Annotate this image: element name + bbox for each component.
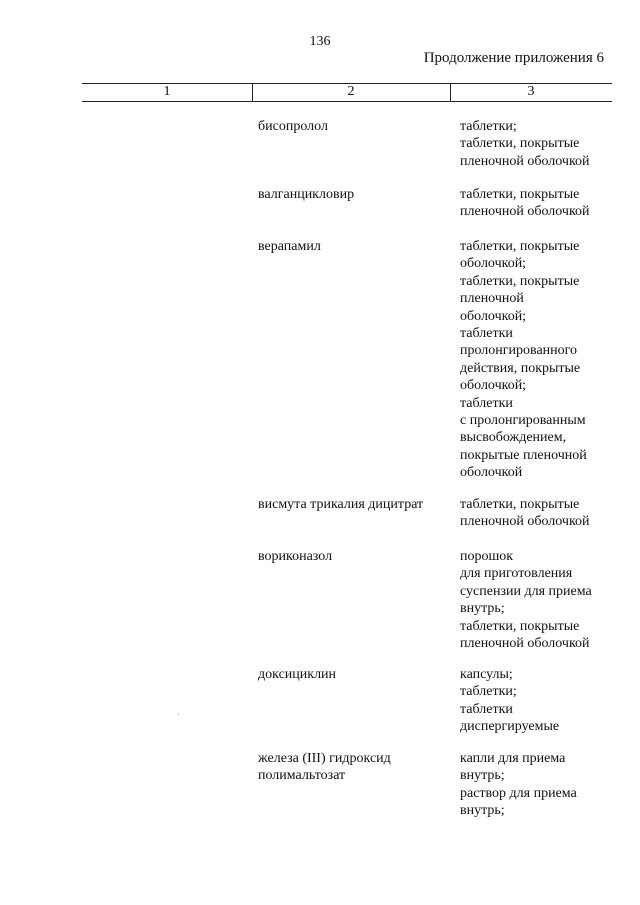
dosage-form-line: раствор для приема — [460, 785, 577, 801]
dosage-forms — [460, 548, 620, 652]
dosage-form-line: суспензии для приема — [460, 583, 592, 599]
dosage-form-line: таблетки, покрытые — [460, 273, 580, 289]
dosage-form-line: пленочной оболочкой — [460, 153, 590, 169]
dosage-form-line: оболочкой; — [460, 378, 527, 394]
dosage-form-line: оболочкой — [460, 465, 523, 481]
dosage-form-line: капсулы; — [460, 667, 513, 682]
drug-name-line: верапамил — [258, 239, 321, 254]
table-header-bottom-rule — [82, 101, 612, 102]
dosage-forms — [460, 666, 620, 736]
dosage-forms — [460, 238, 620, 482]
dosage-form-line: порошок — [460, 549, 514, 564]
drug-name — [258, 496, 448, 513]
drug-name-line: железа (III) гидроксид — [258, 751, 391, 766]
dosage-form-line: пленочной оболочкой — [460, 636, 590, 652]
dosage-form-line: внутрь; — [460, 768, 505, 784]
dosage-form-line: пленочной оболочкой — [460, 514, 590, 530]
dosage-form-line: оболочкой; — [460, 308, 527, 324]
column-header-1: 1 — [163, 84, 171, 99]
drug-name — [258, 238, 448, 255]
dosage-form-line: таблетки, покрытые — [460, 618, 580, 634]
dosage-forms — [460, 186, 620, 221]
drug-name-line: валганцикловир — [258, 187, 355, 202]
dosage-form-line: таблетки, покрытые — [460, 136, 580, 152]
column-header-3: 3 — [527, 84, 535, 99]
drug-name — [258, 666, 448, 683]
dosage-form-line: внутрь; — [460, 601, 505, 617]
dosage-form-line: для приготовления — [460, 566, 573, 582]
dosage-form-line: действия, покрытые — [460, 360, 581, 376]
dosage-form-line: пленочной оболочкой — [460, 204, 590, 220]
dosage-form-line: внутрь; — [460, 803, 505, 819]
dosage-forms — [460, 750, 620, 820]
drug-name-line: висмута трикалия дицитрат — [258, 497, 424, 512]
dosage-form-line: высвобождением, — [460, 430, 567, 446]
drug-name-line: доксициклин — [258, 667, 337, 682]
drug-name — [258, 548, 448, 565]
dosage-form-line: диспергируемые — [460, 719, 560, 735]
drug-name-line: бисопролол — [258, 119, 328, 134]
dosage-forms — [460, 118, 620, 170]
dosage-form-line: таблетки; — [460, 119, 517, 134]
drug-name-line: полимальтозат — [258, 768, 346, 784]
dosage-form-line: с пролонгированным — [460, 413, 586, 429]
drug-name-line: вориконазол — [258, 549, 333, 564]
dosage-form-line: оболочкой; — [460, 256, 527, 272]
drug-name — [258, 186, 448, 203]
dosage-form-line: пролонгированного — [460, 343, 578, 359]
drug-name — [258, 750, 448, 785]
dosage-form-line: таблетки, покрытые — [460, 497, 580, 512]
dosage-form-line: таблетки — [460, 326, 513, 342]
dosage-form-line: капли для приема — [460, 751, 566, 766]
dosage-form-line: таблетки, покрытые — [460, 239, 580, 254]
page-number: 136 — [309, 34, 331, 49]
dosage-form-line: пленочной — [460, 291, 524, 307]
dosage-form-line: таблетки, покрытые — [460, 187, 580, 202]
dosage-form-line: таблетки — [460, 701, 513, 717]
dosage-forms — [460, 496, 620, 531]
dosage-form-line: таблетки; — [460, 684, 517, 700]
appendix-note: Продолжение приложения 6 — [423, 50, 604, 66]
dosage-form-line: покрытые пленочной — [460, 447, 587, 463]
dosage-form-line: таблетки — [460, 395, 513, 411]
scan-speck — [178, 713, 179, 715]
drug-name — [258, 118, 448, 135]
column-header-2: 2 — [347, 84, 355, 99]
